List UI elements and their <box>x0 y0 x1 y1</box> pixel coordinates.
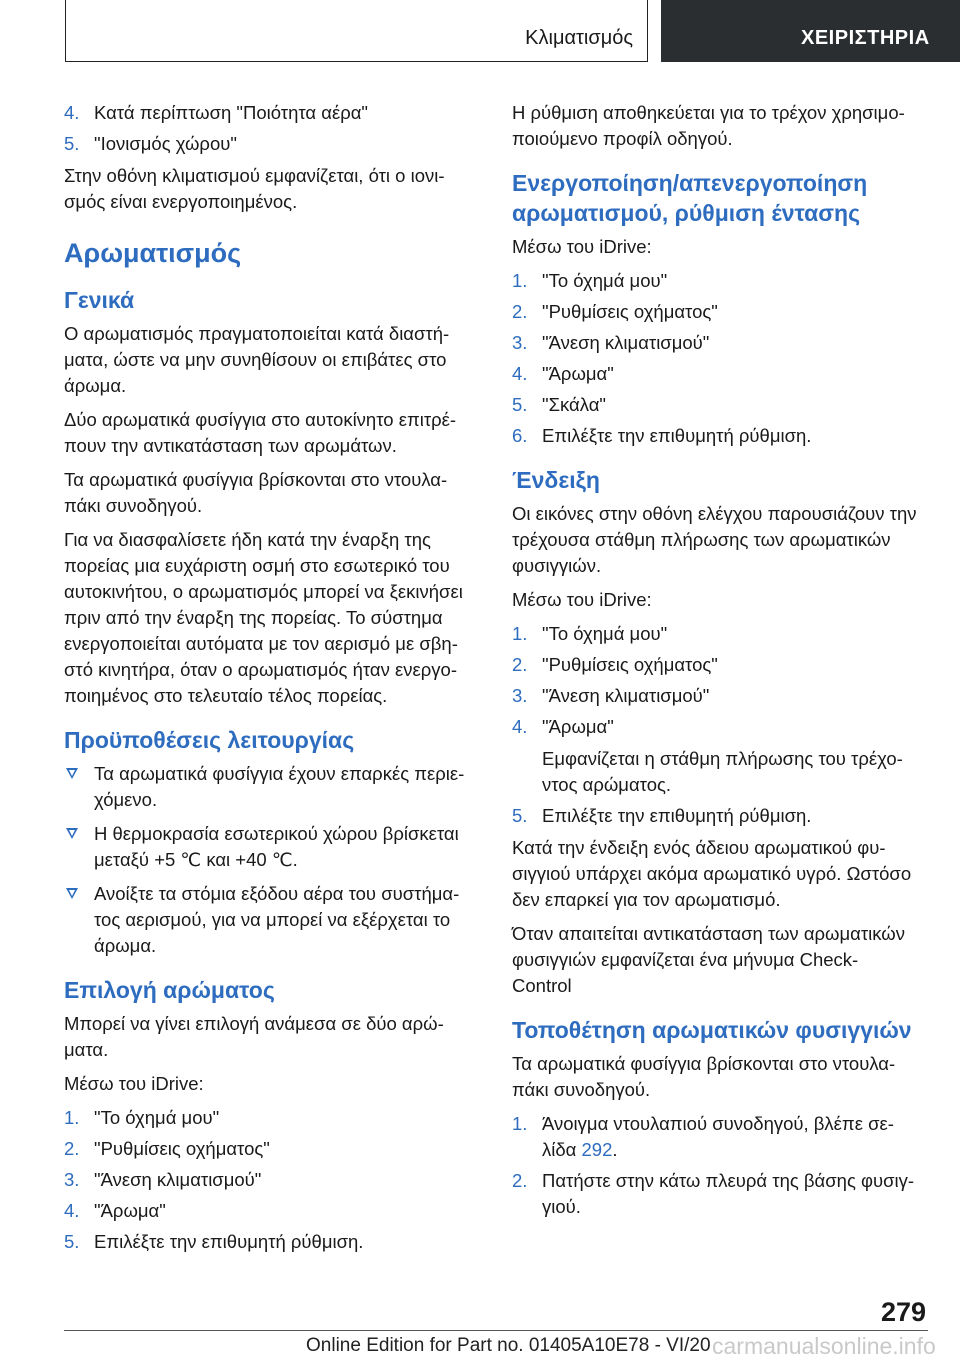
list-item <box>512 423 917 449</box>
list-text: Επιλέξτε την επιθυμητή ρύθμιση. <box>94 1231 364 1252</box>
list-number: 5. <box>512 394 528 415</box>
header-section-box <box>65 0 648 62</box>
list-text: Επιλέξτε την επιθυμητή ρύθμιση. <box>542 805 812 826</box>
bullet-item <box>64 821 469 873</box>
list-number: 4. <box>64 1200 80 1221</box>
list-text-end: . <box>612 1139 618 1160</box>
list-text: Επιλέξτε την επιθυμητή ρύθμιση. <box>542 425 812 446</box>
paragraph: Δύο αρωματικά φυσίγγια στο αυτοκίνητο επιτρέπουν την αντικατάσταση των αρωμάτων. <box>64 409 457 456</box>
header-section-title: Κλιματισμός <box>525 27 633 49</box>
heading-insert-cartridges: Τοποθέτηση αρωματικών φυσιγγιών <box>512 1017 912 1043</box>
heading-general: Γενικά <box>64 287 135 313</box>
list-text: "Σκάλα" <box>542 394 606 415</box>
list-number: 4. <box>512 363 528 384</box>
bullet-list <box>64 761 469 959</box>
triangle-bullet-icon <box>66 888 78 899</box>
paragraph: Ο αρωματισμός πραγματοποιείται κατά διαστήματα, ώστε να μην συνηθίσουν οι επιβάτες στο άρωμα. <box>64 323 450 396</box>
left-column <box>64 100 469 1261</box>
list-item <box>64 1198 469 1224</box>
list-display <box>512 621 917 829</box>
list-item <box>512 392 917 418</box>
paragraph: Μπορεί να γίνει επιλογή ανάμεσα σε δύο αρώματα. <box>64 1013 444 1060</box>
list-item <box>64 1167 469 1193</box>
list-number: 3. <box>64 1169 80 1190</box>
list-number: 3. <box>512 332 528 353</box>
list-text: "Άρωμα" <box>542 363 614 384</box>
list-item <box>512 1168 917 1220</box>
paragraph: Μέσω του iDrive: <box>512 236 652 257</box>
list-insert <box>512 1111 917 1220</box>
list-item <box>512 652 917 678</box>
list-text: "Άρωμα" <box>94 1200 166 1221</box>
heading-prerequisites: Προϋποθέσεις λειτουργίας <box>64 727 355 753</box>
paragraph: Μέσω του iDrive: <box>64 1073 204 1094</box>
list-number: 5. <box>512 805 528 826</box>
list-subtext: Εμφανίζεται η στάθμη πλήρωσης του τρέχοντος αρώματος. <box>542 748 903 795</box>
bullet-item <box>64 761 469 813</box>
paragraph: Κατά την ένδειξη ενός άδειου αρωματικού φυσιγγιού υπάρχει ακόμα αρωματικό υγρό. Ωστόσο δεν επαρκεί για τον αρωματισμό. <box>512 837 912 910</box>
list-item <box>512 361 917 387</box>
list-item <box>64 131 469 157</box>
list-number: 4. <box>64 102 80 123</box>
list-text: "Το όχημά μου" <box>94 1107 220 1128</box>
triangle-bullet-icon <box>66 828 78 839</box>
header-book-title: ΧΕΙΡΙΣΤΗΡΙΑ <box>801 27 930 49</box>
heading-aromatization: Αρωματισμός <box>64 238 242 268</box>
right-column <box>512 100 917 1226</box>
list-number: 5. <box>64 133 80 154</box>
list-text: "Άνεση κλιματισμού" <box>94 1169 262 1190</box>
edition-text: Online Edition for Part no. 01405A10E78 - VI/20 <box>306 1335 711 1356</box>
list-number: 5. <box>64 1231 80 1252</box>
list-text: Πατήστε στην κάτω πλευρά της βάσης φυσιγγιού. <box>542 1170 915 1217</box>
list-select <box>64 1105 469 1255</box>
page-reference-link[interactable]: 292 <box>581 1139 613 1160</box>
page-header <box>0 0 960 64</box>
list-text: "Το όχημά μου" <box>542 270 668 291</box>
list-number: 4. <box>512 716 528 737</box>
list-text: "Άνεση κλιματισμού" <box>542 685 710 706</box>
list-item <box>512 1111 917 1163</box>
list-item <box>512 299 917 325</box>
bullet-item <box>64 881 469 959</box>
list-number: 1. <box>512 270 528 291</box>
paragraph: Τα αρωματικά φυσίγγια βρίσκονται στο ντουλαπάκι συνοδηγού. <box>512 1053 896 1100</box>
bullet-text: Ανοίξτε τα στόμια εξόδου αέρα του συστήματος αερισμού, για να μπορεί να εξέρχεται το άρωμα. <box>94 883 460 956</box>
list-text: "Ρυθμίσεις οχήματος" <box>94 1138 270 1159</box>
paragraph: Στην οθόνη κλιματισμού εμφανίζεται, ότι ο ιονισμός είναι ενεργοποιημένος. <box>64 165 445 212</box>
list-item <box>64 1229 469 1255</box>
list-text: "Ρυθμίσεις οχήματος" <box>542 301 718 322</box>
list-item <box>512 714 917 798</box>
list-number: 1. <box>512 623 528 644</box>
header-book-box <box>661 0 960 62</box>
list-item <box>512 268 917 294</box>
list-number: 2. <box>512 1170 528 1191</box>
heading-display: Ένδειξη <box>512 467 600 493</box>
list-item <box>512 683 917 709</box>
bullet-text: Η θερμοκρασία εσωτερικού χώρου βρίσκεται μεταξύ +5 ℃ και +40 ℃. <box>94 823 459 870</box>
list-text: Κατά περίπτωση "Ποιότητα αέρα" <box>94 102 368 123</box>
list-number: 3. <box>512 685 528 706</box>
watermark: carmanualsonline.info <box>712 1333 936 1359</box>
list-top <box>64 100 469 157</box>
list-text: "Ιονισμός χώρου" <box>94 133 237 154</box>
list-number: 1. <box>512 1113 528 1134</box>
paragraph: Η ρύθμιση αποθηκεύεται για το τρέχον χρησιμοποιούμενο προφίλ οδηγού. <box>512 102 905 149</box>
list-item <box>64 1136 469 1162</box>
list-number: 2. <box>512 301 528 322</box>
page-number: 279 <box>880 1297 926 1327</box>
list-item <box>64 100 469 126</box>
paragraph: Οι εικόνες στην οθόνη ελέγχου παρουσιάζουν την τρέχουσα στάθμη πλήρωσης των αρωματικών φυσιγγιών. <box>512 503 917 576</box>
list-text: "Άνεση κλιματισμού" <box>542 332 710 353</box>
list-text: Άνοιγμα ντουλαπιού συνοδηγού, βλέπε σελίδα <box>542 1113 894 1160</box>
list-number: 2. <box>512 654 528 675</box>
list-text: "Άρωμα" <box>542 716 614 737</box>
bullet-text: Τα αρωματικά φυσίγγια έχουν επαρκές περιεχόμενο. <box>94 763 465 810</box>
list-text: "Το όχημά μου" <box>542 623 668 644</box>
paragraph: Τα αρωματικά φυσίγγια βρίσκονται στο ντουλαπάκι συνοδηγού. <box>64 469 448 516</box>
list-item <box>512 803 917 829</box>
footer-divider <box>64 1330 928 1331</box>
paragraph: Για να διασφαλίσετε ήδη κατά την έναρξη της πορείας μια ευχάριστη οσμή στο εσωτερικό του αυτοκινήτου, ο αρωματισμός μπορεί να ξεκινήσει πριν από την έναρξη της πορείας. Το σύστημα ενεργοποιείται αυτόματα με τον αερισμό με σβηστό κινητήρα, όταν ο αρωματισμός ήταν ενεργοποιημένος στο τελευταίο τέλος πορείας. <box>64 529 463 706</box>
list-item <box>512 621 917 647</box>
list-item <box>512 330 917 356</box>
list-number: 1. <box>64 1107 80 1128</box>
paragraph: Μέσω του iDrive: <box>512 589 652 610</box>
list-item <box>64 1105 469 1131</box>
list-number: 2. <box>64 1138 80 1159</box>
heading-on-off: Ενεργοποίηση/απενεργοποίηση αρωματισμού, ρύθμιση έντασης <box>512 170 868 226</box>
list-number: 6. <box>512 425 528 446</box>
list-on-off <box>512 268 917 449</box>
triangle-bullet-icon <box>66 768 78 779</box>
paragraph: Όταν απαιτείται αντικατάσταση των αρωματικών φυσιγγιών εμφανίζεται ένα μήνυμα Check-Control <box>512 923 905 996</box>
heading-select-scent: Επιλογή αρώματος <box>64 977 275 1003</box>
list-text: "Ρυθμίσεις οχήματος" <box>542 654 718 675</box>
